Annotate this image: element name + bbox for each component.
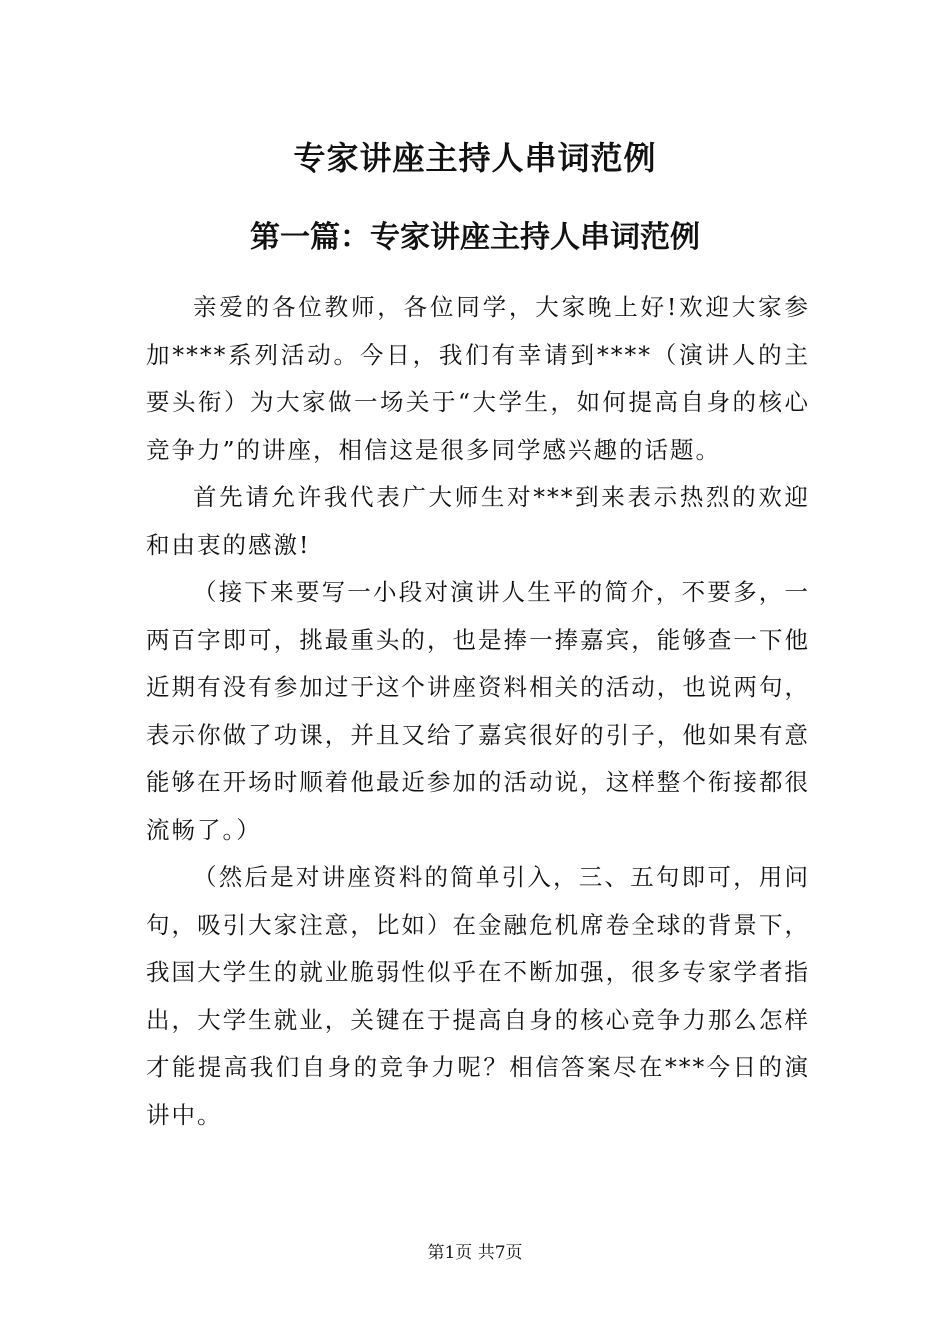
paragraph-greeting: 亲爱的各位教师，各位同学，大家晚上好!欢迎大家参加****系列活动。今日，我们有幸请到****（演讲人的主要头衔）为大家做一场关于“大学生，如何提高自身的核心竞争力”的讲座，相信这是很多同学感兴趣的话题。 bbox=[146, 293, 810, 464]
page-indicator: 第1页 共7页 bbox=[427, 1243, 523, 1263]
paragraph-speaker-intro: （接下来要写一小段对演讲人生平的简介，不要多，一两百字即可，挑最重头的，也是捧一捧嘉宾，能够查一下他近期有没有参加过于这个讲座资料相关的活动，也说两句，表示你做了功课，并且又给了嘉宾很好的引子，他如果有意能够在开场时顺着他最近参加的活动说，这样整个衔接都很流畅了。） bbox=[146, 578, 810, 844]
document-body bbox=[146, 284, 810, 1139]
page-footer bbox=[0, 1241, 950, 1265]
section-title: 第一篇：专家讲座主持人串词范例 bbox=[250, 220, 700, 255]
document-title: 专家讲座主持人串词范例 bbox=[293, 139, 657, 177]
paragraph-topic-intro: （然后是对讲座资料的简单引入，三、五句即可，用问句，吸引大家注意，比如）在金融危机席卷全球的背景下，我国大学生的就业脆弱性似乎在不断加强，很多专家学者指出，大学生就业，关键在于提高自身的核心竞争力那么怎样才能提高我们自身的竞争力呢？相信答案尽在***今日的演讲中。 bbox=[146, 863, 810, 1129]
paragraph-welcome: 首先请允许我代表广大师生对***到来表示热烈的欢迎和由衷的感激! bbox=[146, 483, 810, 559]
